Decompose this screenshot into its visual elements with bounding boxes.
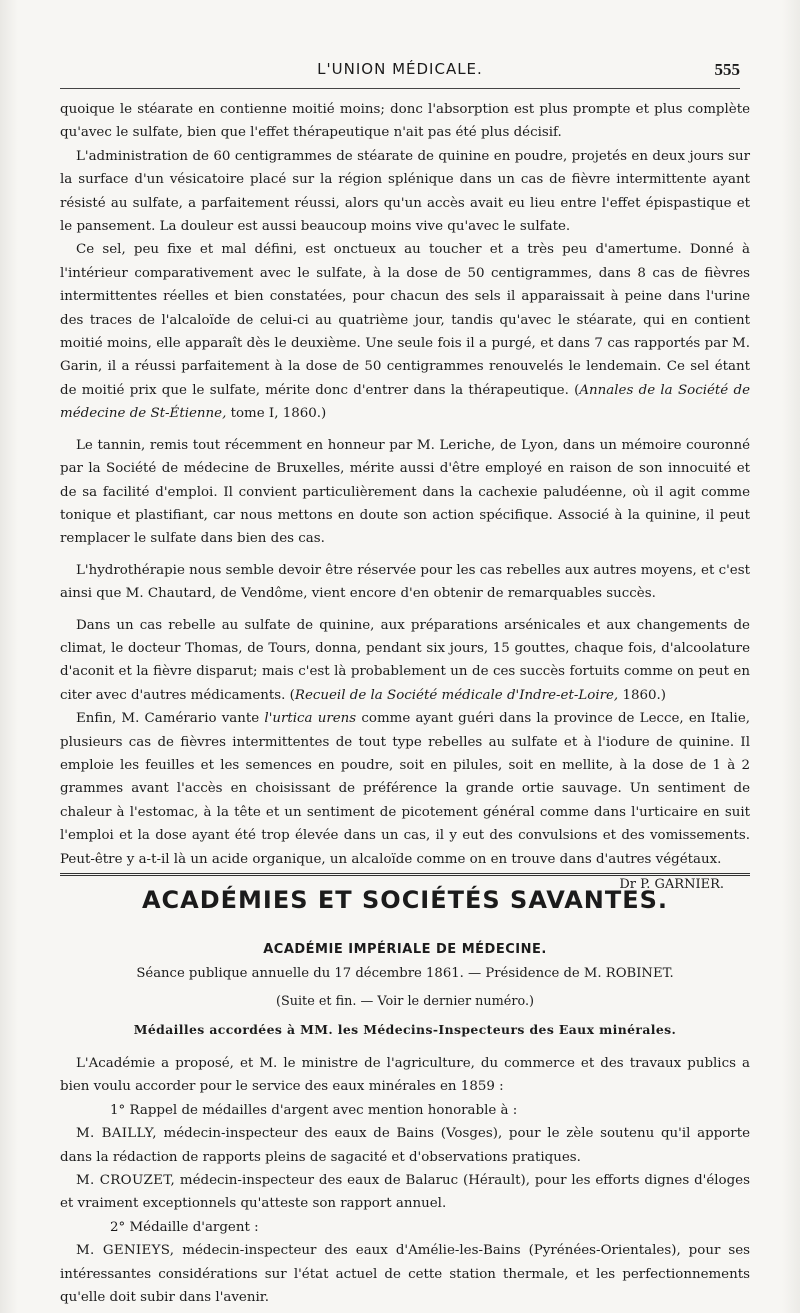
author-signature: Dr P. GARNIER. <box>619 877 724 892</box>
crouzet-paragraph <box>60 1169 750 1216</box>
medailles-heading: Médailles accordées à MM. les Médecins-Inspecteurs des Eaux minérales. <box>133 1022 677 1037</box>
genieys-text: médecin-inspecteur des eaux d'Amélie-les-Bains (Pyrénées-Orientales), pour ses intéressantes considérations sur l'état actuel de cette station thermale, et les perfectionnements qu'elle doit subir dans l'avenir. <box>60 1243 750 1306</box>
rappel-heading: 1° Rappel de médailles d'argent avec mention honorable à : <box>110 1102 518 1118</box>
paragraph-6 <box>60 614 750 708</box>
paragraph-7 <box>60 707 750 871</box>
bailly-name: M. BAILLY, <box>76 1126 157 1142</box>
paragraph-3-end: tome I, 1860.) <box>226 406 327 422</box>
section-title: ACADÉMIES ET SOCIÉTÉS SAVANTES. <box>141 886 669 914</box>
lower-paragraph-1: L'Académie a proposé, et M. le ministre de l'agriculture, du commerce et des travaux publics a bien voulu accorder pour le service des eaux minérales en 1859 : <box>60 1056 750 1095</box>
paragraph-6-end: 1860.) <box>618 687 667 703</box>
paragraph-7-start: Enfin, M. Camérario vante <box>76 711 265 727</box>
academie-heading: ACADÉMIE IMPÉRIALE DE MÉDECINE. <box>263 942 547 957</box>
header-rule <box>60 88 740 89</box>
paragraph-5: L'hydrothérapie nous semble devoir être réservée pour les cas rebelles aux autres moyens, et c'est ainsi que M. Chautard, de Vendôme, vient encore d'en obtenir de remarquables succès. <box>60 562 750 602</box>
paragraph-2: L'administration de 60 centigrammes de stéarate de quinine en poudre, projetés en deux jours sur la surface d'un vésicatoire placé sur la région splénique dans un cas de fièvre intermittente ayant résisté au sulfate, a parfaitement réussi, alors qu'un accès avait eu lieu entre l'effet épispastique et le pansement. La douleur est aussi beaucoup moins vive qu'avec le sulfate. <box>60 148 750 235</box>
page-header <box>60 60 740 84</box>
crouzet-text: médecin-inspecteur des eaux de Balaruc (Hérault), pour les efforts dignes d'éloges et vraiment exceptionnels qu'atteste son rapport annuel. <box>60 1173 750 1212</box>
paragraph-3-text: Ce sel, peu fixe et mal défini, est onctueux au toucher et a très peu d'amertume. Donné à l'intérieur comparativement avec le sulfate, à la dose de 50 centigrammes, dans 8 cas de fièvres intermittentes réelles et bien constatées, pour chacun des sels il apparaissait à peine dans l'urine des traces de l'alcaloïde de celui-ci au quatrième jour, tandis qu'avec le stéarate, qui en contient moitié moins, elle apparaît dès le deuxième. Une seule fois il a purgé, et dans 7 cas rapportés par M. Garin, il a réussi parfaitement à la dose de 50 centigrammes renouvelés le lendemain. Ce sel étant de moitié prix que le sulfate, mérite donc d'entrer dans la thérapeutique. ( <box>60 242 750 398</box>
crouzet-name: M. CROUZET, <box>76 1173 176 1189</box>
paragraph-7-rest: comme ayant guéri dans la province de Lecce, en Italie, plusieurs cas de fièvres intermittentes de tout type rebelles au sulfate et à l'iodure de quinine. Il emploie les feuilles et les semences en poudre, soit en pilules, soit en mellite, à la dose de 1 à 2 grammes avant l'accès en choisissant de préférence la grande ortie sauvage. Un sentiment de chaleur à l'estomac, à la tête et un sentiment de picotement général comme dans l'urticaire en suit l'emploi et la dose ayant été trop élevée dans un cas, il y eut des convulsions et des vomissements. Peut-être y a-t-il là un acide organique, un alcaloïde comme on en trouve dans d'autres végétaux. <box>60 711 750 867</box>
seance-line: Séance publique annuelle du 17 décembre 1861. — Présidence de M. ROBINET. <box>136 966 674 981</box>
citation-annales: Annales de la Société de médecine de St-Étienne, <box>60 382 750 422</box>
medailles-body <box>60 1052 750 1309</box>
medaille-argent-heading: 2° Médaille d'argent : <box>110 1219 259 1235</box>
suite-note: (Suite et fin. — Voir le dernier numéro.) <box>275 994 535 1009</box>
bailly-paragraph <box>60 1122 750 1169</box>
page-number: 555 <box>714 60 740 79</box>
bailly-text: médecin-inspecteur des eaux de Bains (Vosges), pour le zèle soutenu qu'il apporte dans la rédaction de rapports pleins de sagacité et d'observations pratiques. <box>60 1126 750 1165</box>
paragraph-4: Le tannin, remis tout récemment en honneur par M. Leriche, de Lyon, dans un mémoire couronné par la Société de médecine de Bruxelles, mérite aussi d'être employé en raison de son innocuité et de sa facilité d'emploi. Il convient particulièrement dans la cachexie paludéenne, où il agit comme tonique et plastifiant, car nous mettons en doute son action spécifique. Associé à la quinine, il peut remplacer le sulfate dans bien des cas. <box>60 437 750 547</box>
genieys-paragraph <box>60 1239 750 1309</box>
article-body <box>60 98 750 896</box>
paragraph-3 <box>60 238 750 425</box>
paragraph-6-text: Dans un cas rebelle au sulfate de quinine, aux préparations arsénicales et aux changements de climat, le docteur Thomas, de Tours, donna, pendant six jours, 15 gouttes, chaque fois, d'alcoolature d'aconit et la fièvre disparut; mais c'est là probablement un de ces succès fortuits comme on peut en citer avec d'autres médicaments. ( <box>60 617 750 703</box>
citation-recueil: Recueil de la Société médicale d'Indre-et-Loire, <box>294 687 619 703</box>
paragraph-1: quoique le stéarate en contienne moitié moins; donc l'absorption est plus prompte et plus complète qu'avec le sulfate, bien que l'effet thérapeutique n'ait pas été plus décisif. <box>60 102 750 141</box>
genieys-name: M. GENIEYS, <box>76 1243 175 1259</box>
paragraph-7-italic: l'urtica urens <box>264 711 357 727</box>
section-rule-top <box>60 873 750 876</box>
running-title: L'UNION MÉDICALE. <box>317 60 483 78</box>
